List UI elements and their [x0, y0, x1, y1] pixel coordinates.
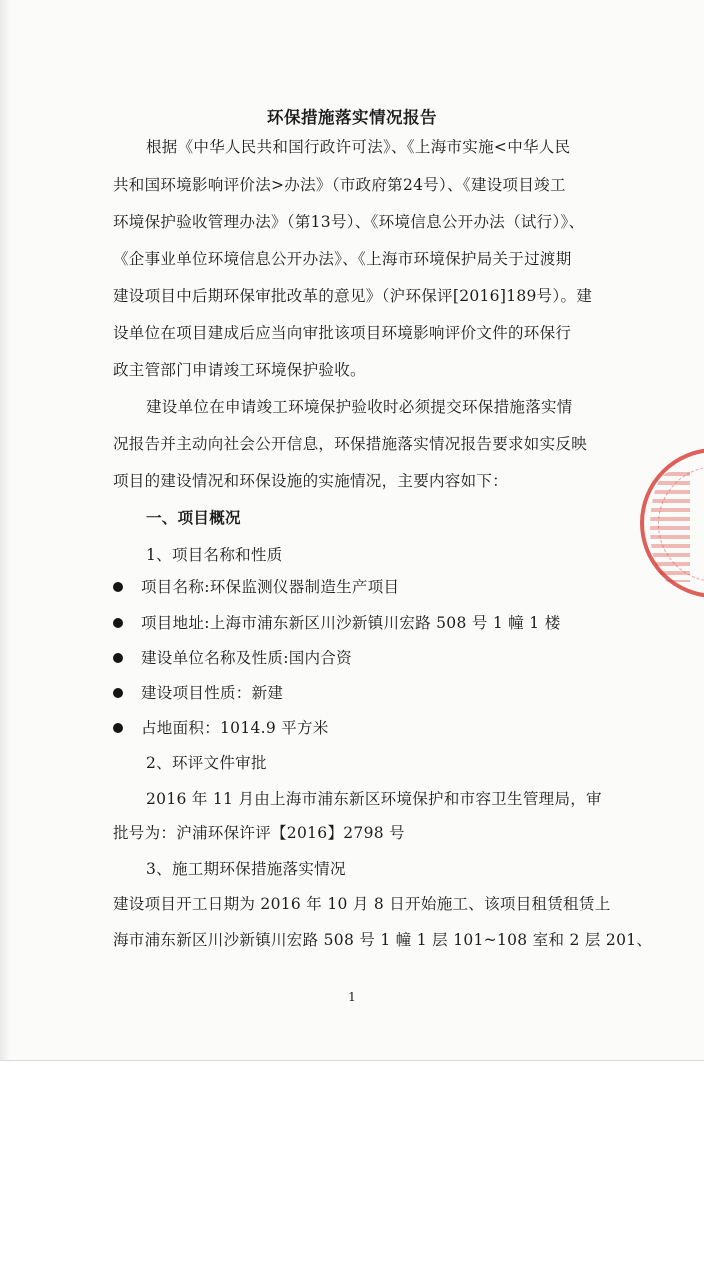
paragraph-1-line-7: 政主管部门申请竣工环境保护验收。 — [113, 361, 366, 379]
paragraph-2-line-2: 况报告并主动向社会公开信息，环保措施落实情况报告要求如实反映 — [113, 435, 588, 453]
bullet-item-area: 占地面积：1014.9 平方米 — [141, 719, 329, 737]
paragraph-1-line-2: 共和国环境影响评价法>办法》（市政府第24号）、《建设项目竣工 — [113, 176, 566, 194]
page-number: 1 — [348, 990, 356, 1004]
seal-text-marks — [650, 472, 690, 582]
paragraph-1-line-1: 根据《中华人民共和国行政许可法》、《上海市实施<中华人民 — [146, 138, 571, 156]
red-seal-stamp — [640, 448, 704, 598]
bullet-item-builder: 建设单位名称及性质:国内合资 — [141, 649, 352, 667]
bullet-item-project-name: 项目名称:环保监测仪器制造生产项目 — [141, 578, 400, 596]
bullet-icon — [113, 688, 123, 698]
section-1-heading: 一、项目概况 — [146, 508, 241, 527]
construction-line-1: 建设项目开工日期为 2016 年 10 月 8 日开始施工、该项目租赁租赁上 — [113, 895, 611, 913]
approval-line-1: 2016 年 11 月由上海市浦东新区环境保护和市容卫生管理局，审 — [146, 790, 602, 808]
construction-line-2: 海市浦东新区川沙新镇川宏路 508 号 1 幢 1 层 101~108 室和 2 层 201、 — [113, 931, 653, 949]
bullet-icon — [113, 618, 123, 628]
subsection-1-heading: 1、项目名称和性质 — [146, 546, 283, 564]
subsection-3-heading: 3、施工期环保措施落实情况 — [146, 860, 346, 878]
bullet-icon — [113, 582, 123, 592]
document-title: 环保措施落实情况报告 — [267, 108, 437, 127]
paragraph-1-line-5: 建设项目中后期环保审批改革的意见》（沪环保评[2016]189号）。建 — [113, 287, 593, 305]
paragraph-1-line-3: 环境保护验收管理办法》（第13号）、《环境信息公开办法（试行）》、 — [113, 213, 585, 231]
subsection-2-heading: 2、环评文件审批 — [146, 754, 267, 772]
bullet-icon — [113, 653, 123, 663]
paragraph-2-line-3: 项目的建设情况和环保设施的实施情况，主要内容如下： — [113, 472, 509, 490]
bullet-icon — [113, 723, 123, 733]
approval-line-2: 批号为：沪浦环保许评【2016】2798 号 — [113, 824, 405, 842]
paragraph-1-line-6: 设单位在项目建成后应当向审批该项目环境影响评价文件的环保行 — [113, 324, 572, 342]
paragraph-1-line-4: 《企事业单位环境信息公开办法》、《上海市环境保护局关于过渡期 — [113, 250, 572, 268]
bullet-item-project-address: 项目地址:上海市浦东新区川沙新镇川宏路 508 号 1 幢 1 楼 — [141, 614, 561, 632]
bullet-item-project-nature: 建设项目性质：新建 — [141, 684, 284, 702]
paragraph-2-line-1: 建设单位在申请竣工环境保护验收时必须提交环保措施落实情 — [146, 398, 573, 416]
